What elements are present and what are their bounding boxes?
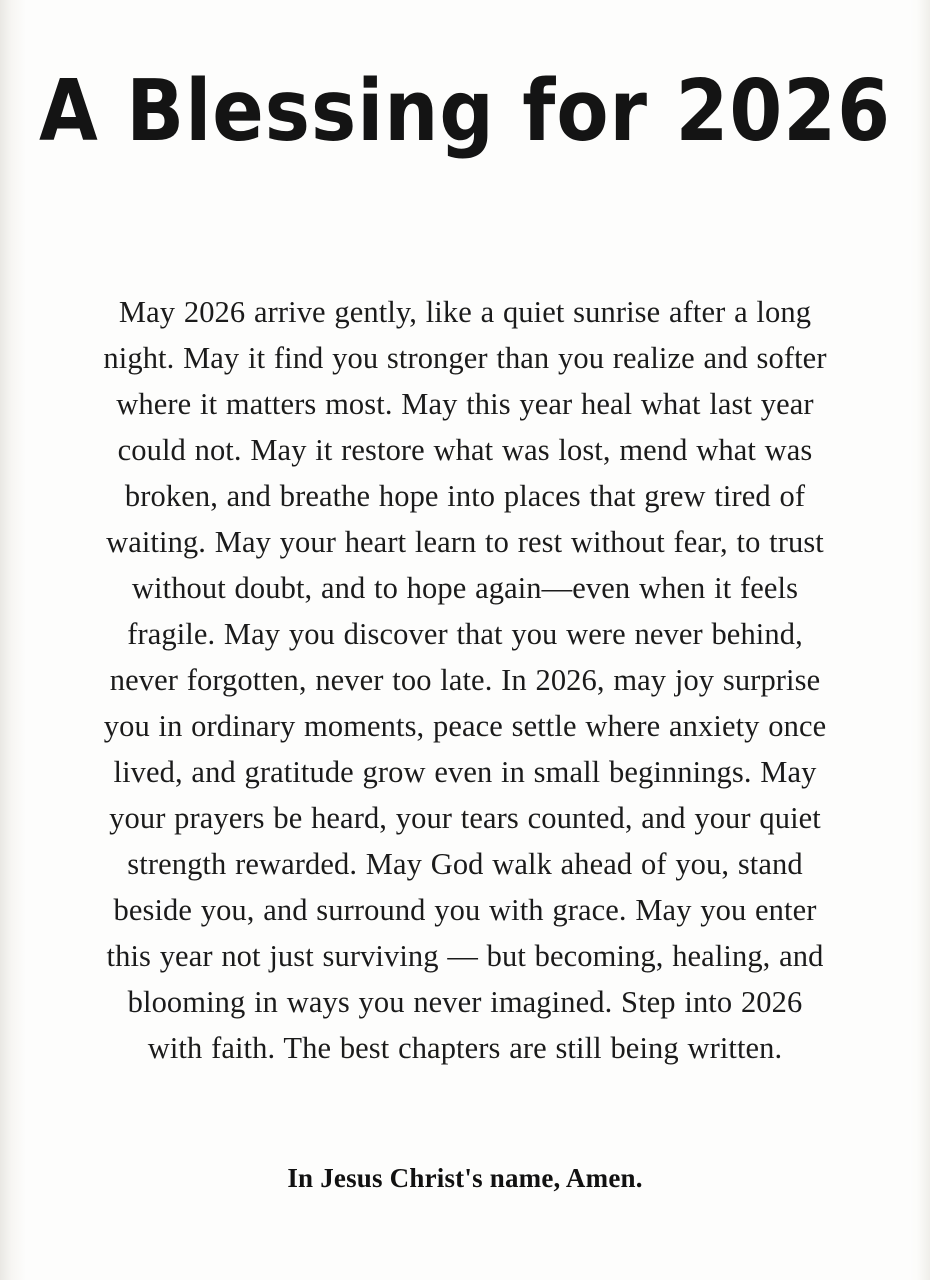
closing-line: In Jesus Christ's name, Amen.	[287, 1163, 643, 1194]
blessing-body-text: May 2026 arrive gently, like a quiet sunrise after a long night. May it find you stronger than you realize and softer where it matters most. May this year heal what last year could not. May it restore what was lost, mend what was broken, and breathe hope into places that grew tired of waiting. May your heart learn to rest without fear, to trust without doubt, and to hope again—even when it feels fragile. May you discover that you were never behind, never forgotten, never too late. In 2026, may joy surprise you in ordinary moments, peace settle where anxiety once lived, and gratitude grow even in small beginnings. May your prayers be heard, your tears counted, and your quiet strength rewarded. May God walk ahead of you, stand beside you, and surround you with grace. May you enter this year not just surviving — but becoming, healing, and blooming in ways you never imagined. Step into 2026 with faith. The best chapters are still being written.	[103, 294, 827, 1065]
page-title: A Blessing for 2026	[38, 60, 892, 161]
